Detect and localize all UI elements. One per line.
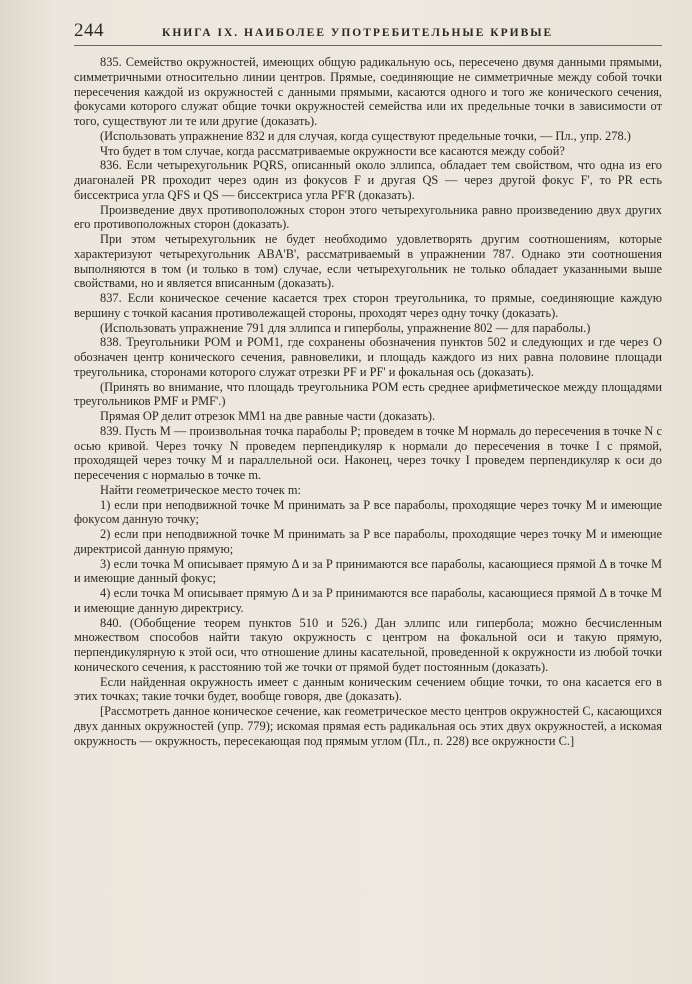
paragraph-839-case-1: 1) если при неподвижной точке M принимать за P все параболы, проходящие через точку M и имеющие фокусом данную точку; xyxy=(74,497,662,527)
page-body xyxy=(74,55,662,748)
paragraph-839-task: Найти геометрическое место точек m: xyxy=(100,482,301,497)
paragraph-839: 839. Пусть M — произвольная точка параболы P; проведем в точке M нормаль до пересечения в точке N с осью кривой. Через точку N проведем перпендикуляр к нормали до пересечения в точке I с прямой, проходящей через точку M и параллельной оси. Наконец, через точку I проведем перпендикуляр к оси до пересечения с нормалью в точке m. xyxy=(74,423,662,482)
paragraph-838: 838. Треугольники POM и POM1, где сохранены обозначения пунктов 502 и следующих и где через O обозначен центр конического сечения, равновелики, и площадь каждого из них равна половине площади треугольника, сторонами которого служат отрезки PF и PF' и фокальная ось (доказать). xyxy=(74,335,662,379)
paragraph-836-note: При этом четырехугольник не будет необходимо удовлетворять другим соотношениям, которые характеризуют четырехугольник ABA'B', рассматриваемый в упражнении 787. Однако эти соотношения выполняются в том (и только в том) случае, если четырехугольник не только обладает указанными выше свойствами, но и является вписанным (доказать). xyxy=(74,232,662,291)
running-head-title: КНИГА IX. НАИБОЛЕЕ УПОТРЕБИТЕЛЬНЫЕ КРИВЫЕ xyxy=(162,27,554,39)
paragraph-837: 837. Если коническое сечение касается трех сторон треугольника, то прямые, соединяющие каждую вершину с точкой касания противолежащей стороны, проходят через одну точку (доказать). xyxy=(74,291,662,320)
paragraph-835-question: Что будет в том случае, когда рассматриваемые окружности все касаются между собой? xyxy=(100,143,565,158)
running-head xyxy=(74,20,662,46)
paragraph-840: 840. (Обобщение теорем пунктов 510 и 526.) Дан эллипс или гипербола; можно бесчисленным множеством способов найти такую окружность с центром на фокальной оси и такую прямую, перпендикулярную к этой оси, что отношение длины касательной, проведенной к окружности из любой точки конического сечения, к расстоянию той же точки от прямой будет постоянным (доказать). xyxy=(74,615,662,674)
paragraph-839-case-3: 3) если точка M описывает прямую Δ и за P принимаются все параболы, касающиеся прямой Δ в точке M и имеющие данный фокус; xyxy=(74,556,662,586)
paragraph-838-corollary: Прямая OP делит отрезок MM1 на две равные части (доказать). xyxy=(100,409,436,423)
paragraph-840-hint: [Рассмотреть данное коническое сечение, как геометрическое место центров окружностей C, касающихся двух данных окружностей (упр. 779); искомая прямая есть радикальная ось этих двух окружностей, а искомая окружность — окружность, пересекающая под прямым углом (Пл., п. 228) все окружности C.] xyxy=(74,704,662,748)
paragraph-839-case-4: 4) если точка M описывает прямую Δ и за P принимаются все параболы, касающиеся прямой Δ в точке M и имеющие данную директрису. xyxy=(74,586,662,615)
paragraph-840-corollary: Если найденная окружность имеет с данным коническим сечением общие точки, то она касается его в этих точках; такие точки будет, вообще говоря, две (доказать). xyxy=(74,674,662,704)
paragraph-835: 835. Семейство окружностей, имеющих общую радикальную ось, пересечено двумя данными прямыми, симметричными относительно линии центров. Прямые, соединяющие не симметричные между собой точки пересечения каждой из окружностей с данными прямыми, касаются одного и того же конического сечения, фокусами которого служат общие точки окружностей семейства или их предельные точки в зависимости от того, существуют ли те или другие (доказать). xyxy=(74,55,662,128)
paragraph-838-hint: (Принять во внимание, что площадь треугольника POM есть среднее арифметическое между площадями треугольников PMF и PMF'.) xyxy=(74,379,662,409)
paragraph-839-case-2: 2) если при неподвижной точке M принимать за P все параболы, проходящие через точку M и имеющие директрисой данную прямую; xyxy=(74,527,662,556)
paragraph-836-product: Произведение двух противоположных сторон этого четырехугольника равно произведению двух других его противоположных сторон (доказать). xyxy=(74,202,662,232)
paragraph-836: 836. Если четырехугольник PQRS, описанный около эллипса, обладает тем свойством, что одна из его диагоналей PR проходит через один из фокусов F и другая QS — через другой фокус F', то PR есть биссектриса угла QFS и QS — биссектриса угла PF'R (доказать). xyxy=(74,158,662,202)
paragraph-837-hint: (Использовать упражнение 791 для эллипса и гиперболы, упражнение 802 — для параболы.) xyxy=(100,320,591,335)
paragraph-835-hint: (Использовать упражнение 832 и для случая, когда существуют предельные точки, — Пл., упр. 278.) xyxy=(100,128,631,143)
page-number: 244 xyxy=(74,20,104,41)
